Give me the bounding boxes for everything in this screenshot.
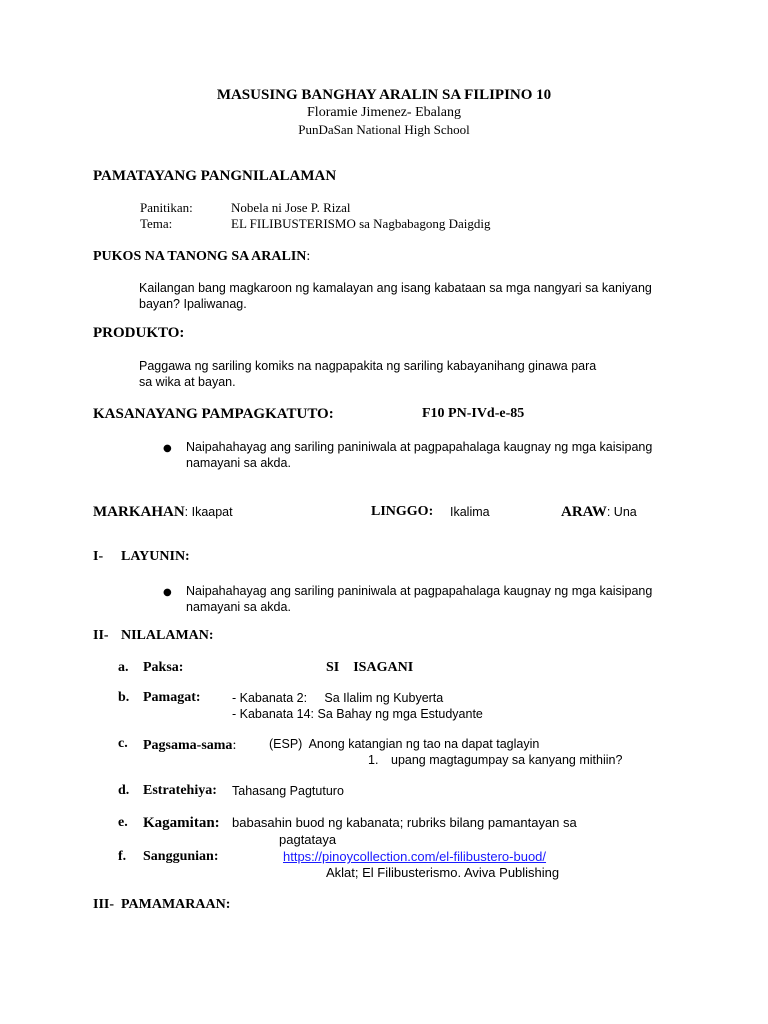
item-b-letter: b. xyxy=(118,690,130,705)
pukos-heading: PUKOS NA TANONG SA ARALIN xyxy=(93,249,307,264)
paksa-label: Paksa: xyxy=(143,660,184,675)
kasanayan-bullet-line-1: Naipahahayag ang sariling paniniwala at pagpapahalaga kaugnay ng mga kaisipang xyxy=(186,440,653,454)
school-name: PunDaSan National High School xyxy=(298,122,470,137)
panitikan-label: Panitikan: xyxy=(140,200,193,215)
linggo-label: LINGGO: xyxy=(371,504,434,519)
estratehiya-label: Estratehiya: xyxy=(143,783,217,798)
layunin-number: I- xyxy=(93,549,104,564)
pagsama-line-1: (ESP) Anong katangian ng tao na dapat taglayin xyxy=(269,737,540,751)
pamantayan-heading: PAMATAYANG PANGNILALAMAN xyxy=(93,168,337,184)
produkto-line-1: Paggawa ng sariling komiks na nagpapakita ng sariling kabayanihang ginawa para xyxy=(139,359,597,373)
bullet-icon: ● xyxy=(163,587,172,598)
kasanayan-bullet-line-2: namayani sa akda. xyxy=(186,456,291,470)
pukos-line-2: bayan? Ipaliwanag. xyxy=(139,297,247,311)
pamagat-line-2: - Kabanata 14: Sa Bahay ng mga Estudyante xyxy=(232,707,483,721)
sanggunian-label: Sanggunian: xyxy=(143,849,219,864)
pukos-line-1: Kailangan bang magkaroon ng kamalayan ang isang kabataan sa mga nangyari sa kaniyang xyxy=(139,281,652,295)
layunin-heading: LAYUNIN: xyxy=(121,549,190,564)
kagamitan-line-1: babasahin buod ng kabanata; rubriks bilang pamantayan sa xyxy=(232,815,577,830)
paksa-value: SI ISAGANI xyxy=(326,660,414,675)
produkto-line-2: sa wika at bayan. xyxy=(139,375,236,389)
pamamaraan-heading: PAMAMARAAN: xyxy=(121,897,231,912)
pamagat-line-1: - Kabanata 2: Sa Ilalim ng Kubyerta xyxy=(232,691,444,705)
document-title: MASUSING BANGHAY ARALIN SA FILIPINO 10 xyxy=(216,87,552,103)
sanggunian-line-2: Aklat; El Filibusterismo. Aviva Publishing xyxy=(326,865,560,880)
item-c-letter: c. xyxy=(118,736,128,751)
sanggunian-link[interactable]: https://pinoycollection.com/el-filibustero-buod/ xyxy=(283,849,547,864)
tema-value: EL FILIBUSTERISMO sa Nagbabagong Daigdig xyxy=(231,216,491,231)
araw-row xyxy=(561,503,637,521)
pagsama-line-2: upang magtagumpay sa kanyang mithiin? xyxy=(391,753,623,767)
araw-label: ARAW xyxy=(561,504,607,520)
kasanayan-heading: KASANAYANG PAMPAGKATUTO: xyxy=(93,406,334,422)
pagsama-label: Pagsama-sama xyxy=(143,738,233,753)
linggo-value: Ikalima xyxy=(450,505,490,519)
produkto-heading: PRODUKTO: xyxy=(93,325,185,341)
item-a-letter: a. xyxy=(118,660,129,675)
markahan-row xyxy=(93,503,233,521)
item-e-letter: e. xyxy=(118,815,128,830)
pamamaraan-number: III- xyxy=(93,897,115,912)
estratehiya-value: Tahasang Pagtuturo xyxy=(232,784,344,798)
layunin-bullet-line-1: Naipahahayag ang sariling paniniwala at pagpapahalaga kaugnay ng mga kaisipang xyxy=(186,584,653,598)
araw-value: : Una xyxy=(606,505,637,519)
kagamitan-line-2: pagtataya xyxy=(279,832,337,847)
item-d-letter: d. xyxy=(118,783,130,798)
item-f-letter: f. xyxy=(118,849,127,864)
layunin-bullet-line-2: namayani sa akda. xyxy=(186,600,291,614)
pagsama-number: 1. xyxy=(368,753,379,767)
pamagat-label: Pamagat: xyxy=(143,690,201,705)
panitikan-value: Nobela ni Jose P. Rizal xyxy=(231,200,351,215)
pagsama-row xyxy=(143,736,236,754)
bullet-icon: ● xyxy=(163,443,172,454)
markahan-label: MARKAHAN xyxy=(93,504,185,520)
tema-label: Tema: xyxy=(140,216,173,231)
author-name: Floramie Jimenez- Ebalang xyxy=(307,105,461,120)
pukos-heading-colon: : xyxy=(306,249,311,264)
markahan-value: : Ikaapat xyxy=(184,505,233,519)
pagsama-colon: : xyxy=(232,738,237,753)
kagamitan-label: Kagamitan: xyxy=(143,815,220,831)
nilalaman-heading: NILALAMAN: xyxy=(121,628,214,643)
nilalaman-number: II- xyxy=(93,628,109,643)
kasanayan-code: F10 PN-IVd-e-85 xyxy=(422,406,525,421)
pukos-heading-row xyxy=(93,247,310,265)
